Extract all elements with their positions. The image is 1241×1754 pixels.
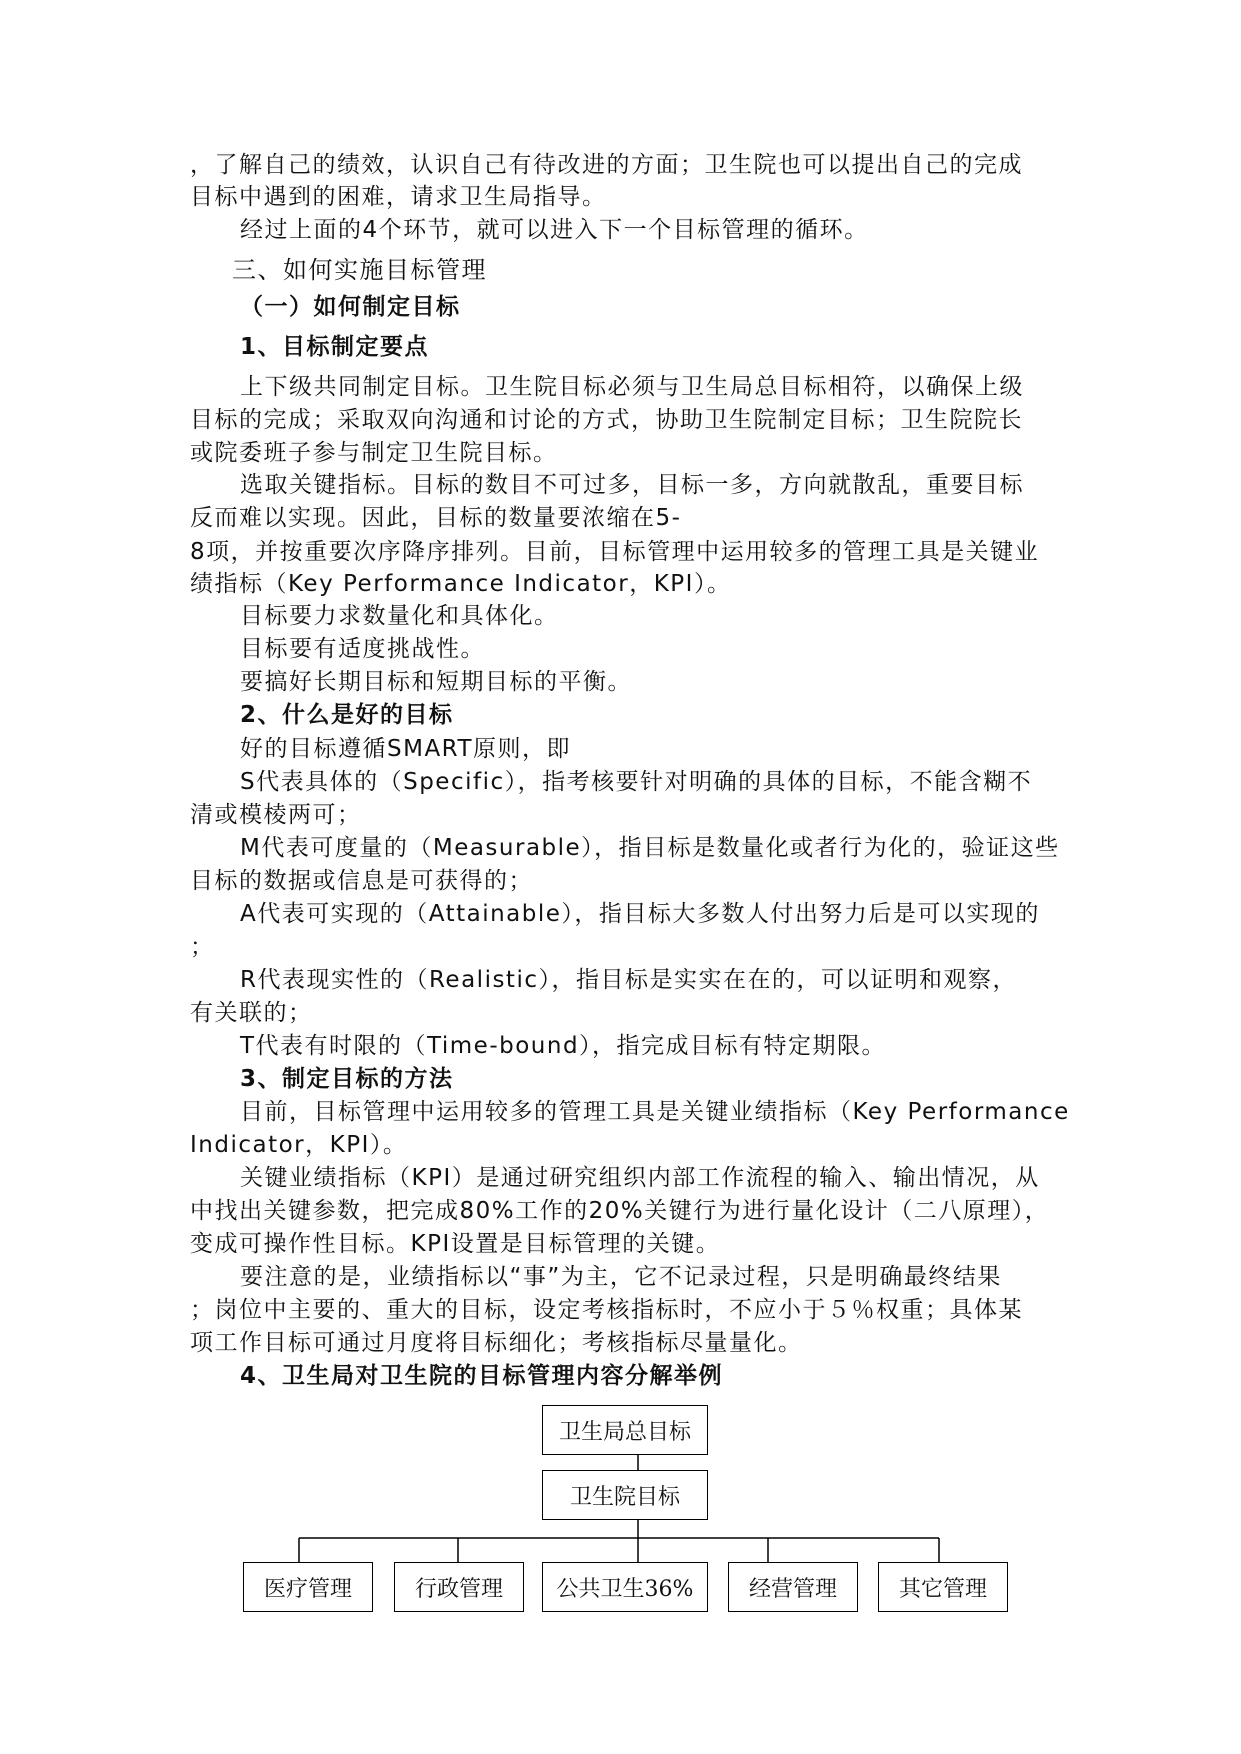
- text-line: ；岗位中主要的、重大的目标，设定考核指标时，不应小于５％权重；具体某: [190, 1297, 1023, 1323]
- item-heading: 4、卫生局对卫生院的目标管理内容分解举例: [240, 1363, 724, 1389]
- text-line: 要注意的是，业绩指标以“事”为主，它不记录过程，只是明确最终结果: [240, 1264, 1002, 1290]
- text-line: 8项，并按重要次序降序排列。目前，目标管理中运用较多的管理工具是关键业: [190, 539, 1040, 565]
- text-line: A代表可实现的（Attainable），指目标大多数人付出努力后是可以实现的: [240, 901, 1040, 927]
- text-line: M代表可度量的（Measurable），指目标是数量化或者行为化的，验证这些: [240, 835, 1060, 861]
- text-line: T代表有时限的（Time-bound），指完成目标有特定期限。: [240, 1033, 887, 1059]
- text-line: 变成可操作性目标。KPI设置是目标管理的关键。: [190, 1231, 721, 1257]
- item-heading: 2、什么是好的目标: [240, 702, 454, 728]
- text-line: ，了解自己的绩效，认识自己有待改进的方面；卫生院也可以提出自己的完成: [190, 152, 1023, 178]
- section-heading: 三、如何实施目标管理: [232, 256, 487, 284]
- text-line: R代表现实性的（Realistic），指目标是实实在在的，可以证明和观察，: [240, 967, 1017, 993]
- org-node-child: 其它管理: [878, 1562, 1008, 1612]
- org-node-root: 卫生局总目标: [542, 1405, 708, 1455]
- org-node-child: 行政管理: [394, 1562, 524, 1612]
- text-line: 目标要有适度挑战性。: [240, 636, 485, 662]
- text-line: 目标的完成；采取双向沟通和讨论的方式，协助卫生院制定目标；卫生院院长: [190, 407, 1023, 433]
- text-line: 选取关键指标。目标的数目不可过多，目标一多，方向就散乱，重要目标: [240, 472, 1024, 498]
- text-line: 目标的数据或信息是可获得的；: [190, 868, 533, 894]
- text-line: ；: [190, 934, 215, 960]
- text-line: 或院委班子参与制定卫生院目标。: [190, 440, 558, 466]
- text-line: Indicator，KPI）。: [190, 1132, 408, 1158]
- org-node-child: 医疗管理: [243, 1562, 373, 1612]
- text-line: 上下级共同制定目标。卫生院目标必须与卫生局总目标相符，以确保上级: [240, 374, 1024, 400]
- text-line: 项工作目标可通过月度将目标细化；考核指标尽量量化。: [190, 1330, 803, 1356]
- org-node-child: 经营管理: [728, 1562, 858, 1612]
- text-line: 目标要力求数量化和具体化。: [240, 603, 559, 629]
- item-heading: 3、制定目标的方法: [240, 1066, 454, 1092]
- text-line: 清或模棱两可；: [190, 802, 362, 828]
- text-line: 反而难以实现。因此，目标的数量要浓缩在5-: [190, 505, 682, 531]
- text-line: 要搞好长期目标和短期目标的平衡。: [240, 669, 632, 695]
- org-node-level2: 卫生院目标: [542, 1470, 708, 1520]
- item-heading: 1、目标制定要点: [240, 334, 430, 360]
- text-line: 关键业绩指标（KPI）是通过研究组织内部工作流程的输入、输出情况，从: [240, 1165, 1040, 1191]
- subsection-heading: （一）如何制定目标: [240, 294, 461, 320]
- text-line: 目标中遇到的困难，请求卫生局指导。: [190, 184, 607, 210]
- text-line: 好的目标遵循SMART原则，即: [240, 736, 572, 762]
- text-line: 绩指标（Key Performance Indicator，KPI）。: [190, 571, 732, 597]
- text-line: 经过上面的4个环节，就可以进入下一个目标管理的循环。: [240, 217, 869, 243]
- text-line: S代表具体的（Specific），指考核要针对明确的具体的目标，不能含糊不: [240, 769, 1033, 795]
- text-line: 中找出关键参数，把完成80%工作的20%关键行为进行量化设计（二八原理），: [190, 1198, 1050, 1224]
- text-line: 目前，目标管理中运用较多的管理工具是关键业绩指标（Key Performance: [240, 1099, 1070, 1125]
- org-node-child: 公共卫生36%: [542, 1562, 708, 1612]
- text-line: 有关联的；: [190, 1000, 313, 1026]
